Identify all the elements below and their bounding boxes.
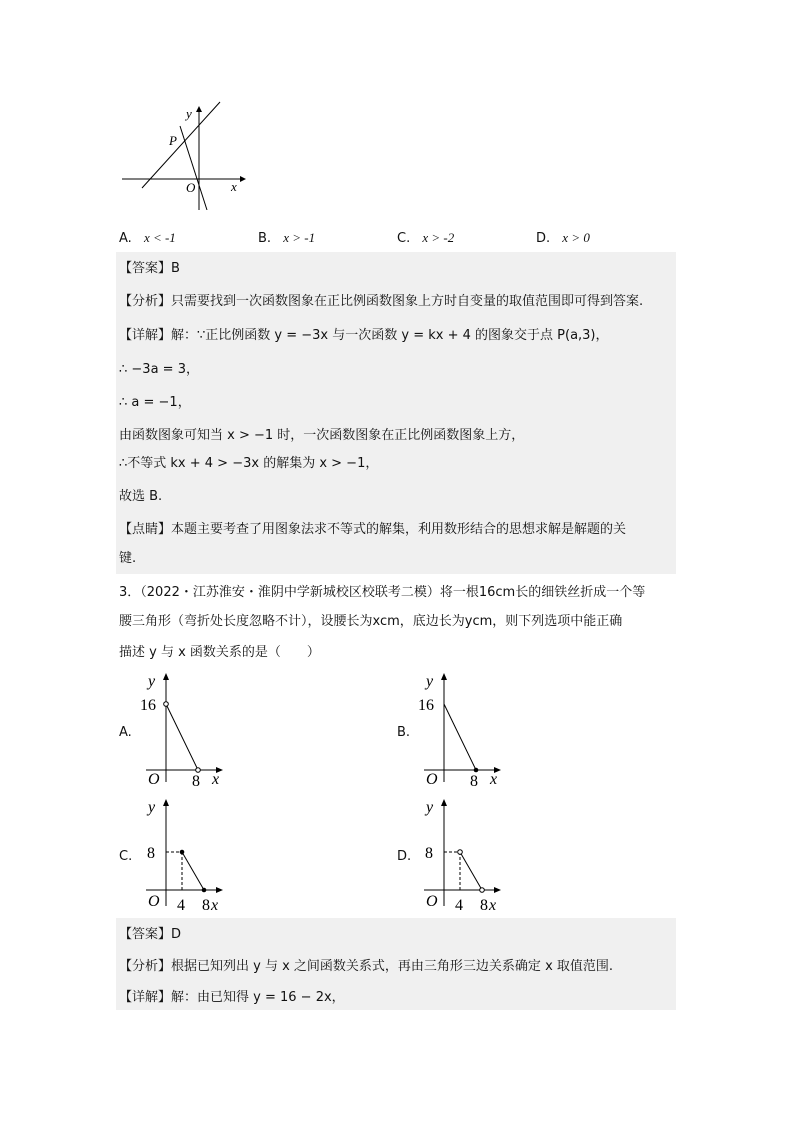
label-o: O bbox=[148, 893, 160, 910]
q3-option-a-graph bbox=[136, 670, 236, 790]
graph-label-y: y bbox=[186, 106, 192, 121]
x-axis-arrow bbox=[216, 887, 223, 893]
tick-8: 8 bbox=[470, 773, 478, 790]
x-axis-arrow bbox=[240, 176, 246, 182]
label-o: O bbox=[426, 771, 438, 788]
open-endpoint bbox=[196, 768, 201, 773]
q3-option-a-letter: A. bbox=[119, 725, 132, 740]
detail-text: 解：由已知得 y = 16 − 2x， bbox=[171, 990, 345, 1005]
open-endpoint bbox=[480, 888, 485, 893]
q2-detail-4: 由函数图象可知当 x > −1 时，一次函数图象在正比例函数图象上方， bbox=[119, 428, 525, 443]
tick-8: 8 bbox=[425, 845, 433, 862]
q3-analysis bbox=[119, 959, 613, 975]
graph-segment bbox=[166, 704, 198, 770]
label-x: x bbox=[211, 897, 219, 914]
q3-stem-line3: 描述 y 与 x 函数关系的是（ ） bbox=[119, 645, 320, 660]
tick-8: 8 bbox=[147, 845, 155, 862]
option-expr: x < -1 bbox=[143, 230, 176, 245]
q2-option-d bbox=[536, 230, 590, 247]
q3-detail-1 bbox=[119, 990, 345, 1006]
q3-answer: 【答案】D bbox=[119, 927, 182, 942]
option-expr: x > 0 bbox=[562, 230, 590, 245]
q2-detail-2: ∴ −3a = 3， bbox=[119, 362, 199, 377]
q3-stem-line1: 3．（2022・江苏淮安・淮阴中学新城校区校联考二模）将一根16cm长的细铁丝折成一个等 bbox=[119, 585, 646, 600]
tick-16: 16 bbox=[418, 697, 434, 714]
tick-16: 16 bbox=[140, 697, 156, 714]
label-y: y bbox=[148, 673, 156, 690]
line-neg-3x bbox=[180, 126, 207, 210]
open-endpoint bbox=[458, 850, 463, 855]
graph-label-o: O bbox=[186, 180, 196, 195]
label-o: O bbox=[148, 771, 160, 788]
tick-8-x: 8 bbox=[480, 897, 488, 914]
comment-text: 本题主要考查了用图象法求不等式的解集，利用数形结合的思想求解是解题的关 bbox=[171, 522, 627, 537]
option-letter: B. bbox=[258, 231, 272, 246]
tick-4: 4 bbox=[455, 897, 463, 914]
x-axis-arrow bbox=[494, 887, 501, 893]
label-x: x bbox=[489, 897, 497, 914]
label-y: y bbox=[426, 799, 434, 816]
q2-comment-1 bbox=[119, 522, 626, 538]
y-axis-arrow bbox=[163, 799, 169, 806]
closed-endpoint bbox=[474, 768, 479, 773]
closed-endpoint bbox=[180, 850, 185, 855]
label-x: x bbox=[490, 771, 498, 788]
q2-answer: 【答案】B bbox=[119, 261, 180, 276]
label-o: O bbox=[426, 893, 438, 910]
q2-comment-2: 键. bbox=[119, 551, 137, 566]
q3-option-b-graph bbox=[414, 670, 514, 790]
graph-segment bbox=[444, 704, 476, 770]
option-letter: A. bbox=[119, 231, 132, 246]
option-letter: D. bbox=[536, 231, 551, 246]
label-y: y bbox=[148, 799, 156, 816]
option-expr: x > -1 bbox=[283, 230, 316, 245]
q3-option-c-graph bbox=[136, 794, 236, 914]
label-y: y bbox=[426, 673, 434, 690]
analysis-tag: 【分析】 bbox=[119, 959, 172, 974]
option-letter: C. bbox=[397, 231, 411, 246]
q3-option-b-letter: B. bbox=[397, 725, 411, 740]
analysis-text: 只需要找到一次函数图象在正比例函数图象上方时自变量的取值范围即可得到答案. bbox=[171, 294, 644, 309]
detail-tag: 【详解】 bbox=[119, 990, 172, 1005]
graph-segment bbox=[182, 852, 204, 890]
q2-analysis bbox=[119, 294, 643, 310]
open-endpoint bbox=[164, 702, 169, 707]
tick-4: 4 bbox=[177, 897, 185, 914]
q2-option-c bbox=[397, 230, 454, 247]
option-expr: x > -2 bbox=[422, 230, 455, 245]
detail-tag: 【详解】 bbox=[119, 328, 172, 343]
q2-detail-5: ∴不等式 kx + 4 > −3x 的解集为 x > −1， bbox=[119, 456, 379, 471]
graph-label-p: P bbox=[169, 133, 177, 148]
q2-detail-3: ∴ a = −1， bbox=[119, 395, 191, 410]
y-axis-arrow bbox=[441, 673, 447, 680]
comment-tag: 【点睛】 bbox=[119, 522, 172, 537]
q3-stem-line2: 腰三角形（弯折处长度忽略不计），设腰长为xcm，底边长为ycm，则下列选项中能正确 bbox=[119, 614, 623, 629]
detail-text: 解：∵正比例函数 y = −3x 与一次函数 y = kx + 4 的图象交于点 P(a,3)， bbox=[171, 328, 609, 343]
q3-option-d-letter: D. bbox=[397, 849, 412, 864]
q2-detail-1 bbox=[119, 328, 609, 344]
y-axis-arrow bbox=[163, 673, 169, 680]
y-axis-arrow bbox=[196, 106, 202, 112]
tick-8-x: 8 bbox=[202, 897, 210, 914]
analysis-text: 根据已知列出 y 与 x 之间函数关系式，再由三角形三边关系确定 x 取值范围. bbox=[171, 959, 614, 974]
q3-option-d-graph bbox=[414, 794, 514, 914]
tick-8: 8 bbox=[192, 773, 200, 790]
q2-option-a bbox=[119, 230, 176, 247]
graph-segment bbox=[460, 852, 482, 890]
q3-option-c-letter: C. bbox=[119, 849, 133, 864]
q2-option-b bbox=[258, 230, 315, 247]
y-axis-arrow bbox=[441, 799, 447, 806]
closed-endpoint bbox=[202, 888, 207, 893]
q2-detail-6: 故选 B. bbox=[119, 489, 163, 504]
line-kx-plus-4 bbox=[142, 102, 220, 188]
graph-label-x: x bbox=[231, 179, 237, 194]
q2-graph bbox=[116, 98, 256, 210]
analysis-tag: 【分析】 bbox=[119, 294, 172, 309]
label-x: x bbox=[212, 771, 220, 788]
